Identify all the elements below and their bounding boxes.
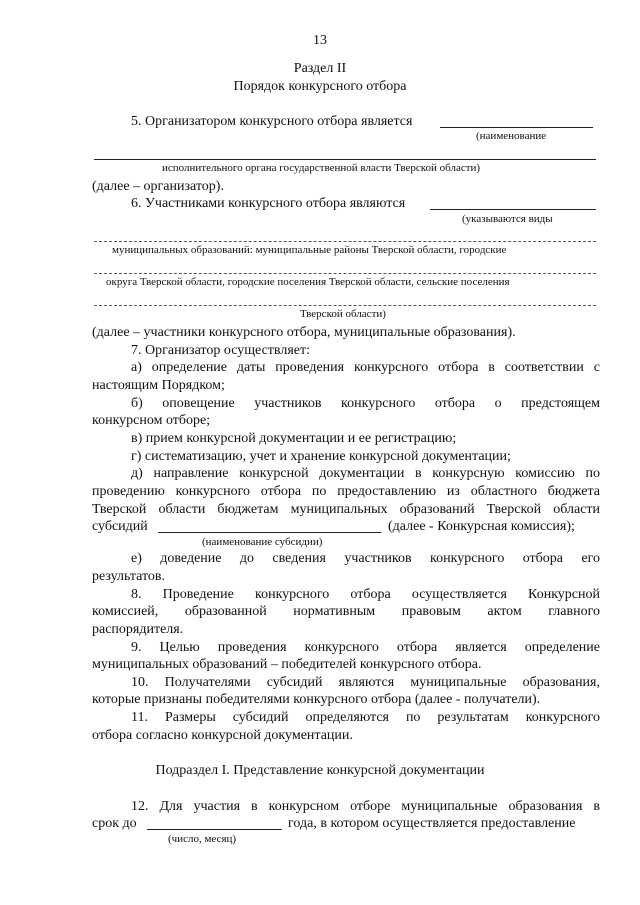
- p6-hint-1: (указываются виды: [462, 213, 553, 225]
- p7-e-line-2: результатов.: [92, 569, 166, 584]
- p11-line-2: отбора согласно конкурсной документации.: [92, 728, 353, 743]
- p10-line-1: 10. Получателями субсидий являются муниципальные образования,: [131, 675, 600, 690]
- subsection-title: Подраздел I. Представление конкурсной документации: [155, 763, 485, 778]
- p11-line-1: 11. Размеры субсидий определяются по результатам конкурсного: [131, 710, 600, 725]
- p12-blank-line: [147, 829, 282, 830]
- p6-hint-3: округа Тверской области, городские поселения Тверской области, сельские поселения: [106, 276, 510, 288]
- p7-d-line-4-start: субсидий: [92, 519, 148, 534]
- p7-b-line-1: б) оповещение участников конкурсного отбора о предстоящем: [131, 396, 600, 411]
- p7-d-line-1: д) направление конкурсной документации в конкурсную комиссию по: [131, 466, 600, 481]
- p7-v: в) прием конкурсной документации и ее регистрацию;: [131, 431, 457, 446]
- p7-e-line-1: е) доведение до сведения участников конкурсного отбора его: [131, 551, 600, 566]
- p12-hint: (число, месяц): [168, 833, 237, 845]
- p9-line-1: 9. Целью проведения конкурсного отбора является определение: [131, 640, 600, 655]
- p5-hint-1: (наименование: [476, 130, 547, 142]
- p6-fill-line-2: [94, 273, 596, 274]
- p6-text: 6. Участниками конкурсного отбора являются: [131, 196, 406, 211]
- p8-line-1: 8. Проведение конкурсного отбора осуществляется Конкурсной: [131, 587, 600, 602]
- p7-d-hint: (наименование субсидии): [202, 536, 323, 548]
- p7-a-line-2: настоящим Порядком;: [92, 378, 225, 393]
- p7-b-line-2: конкурсном отборе;: [92, 413, 211, 428]
- p5-blank-line: [440, 127, 593, 128]
- p5-text: 5. Организатором конкурсного отбора является: [131, 114, 413, 129]
- p6-blank-line: [430, 209, 596, 210]
- p6-hint-2: муниципальных образований: муниципальные районы Тверской области, городские: [112, 244, 507, 256]
- p6-fill-line-1: [94, 241, 596, 242]
- p7-g: г) систематизацию, учет и хранение конкурсной документации;: [131, 449, 511, 464]
- p12-line-2-start: срок до: [92, 816, 137, 831]
- p12-line-1: 12. Для участия в конкурсном отборе муниципальные образования в: [131, 799, 600, 814]
- section-subtitle: Порядок конкурсного отбора: [233, 79, 407, 94]
- section-title: Раздел II: [293, 61, 347, 76]
- p6-hint-4: Тверской области): [300, 308, 386, 320]
- p7-d-line-3: Тверской области бюджетам муниципальных образований Тверской области: [92, 502, 600, 517]
- p6-tail: (далее – участники конкурсного отбора, муниципальные образования).: [92, 325, 516, 340]
- p7-d-line-2: проведению конкурсного отбора по предоставлению из областного бюджета: [92, 484, 600, 499]
- p5-hint-2: исполнительного органа государственной власти Тверской области): [162, 162, 481, 174]
- p6-fill-line-3: [94, 305, 596, 306]
- page-number: 13: [313, 33, 327, 48]
- p7-d-blank-line: [158, 532, 381, 533]
- p7-a-line-1: а) определение даты проведения конкурсного отбора в соответствии с: [131, 360, 600, 375]
- p7-d-line-4-end: (далее - Конкурсная комиссия);: [388, 519, 575, 534]
- p9-line-2: муниципальных образований – победителей конкурсного отбора.: [92, 657, 482, 672]
- p12-line-2-end: года, в котором осуществляется предоставление: [288, 816, 576, 831]
- p8-line-2: комиссией, образованной нормативным правовым актом главного: [92, 604, 600, 619]
- p8-line-3: распорядителя.: [92, 622, 184, 637]
- p5-tail: (далее – организатор).: [92, 179, 224, 194]
- p10-line-2: которые признаны победителями конкурсного отбора (далее - получатели).: [92, 692, 541, 707]
- p7-intro: 7. Организатор осуществляет:: [131, 343, 310, 358]
- p5-fill-line: [94, 159, 596, 160]
